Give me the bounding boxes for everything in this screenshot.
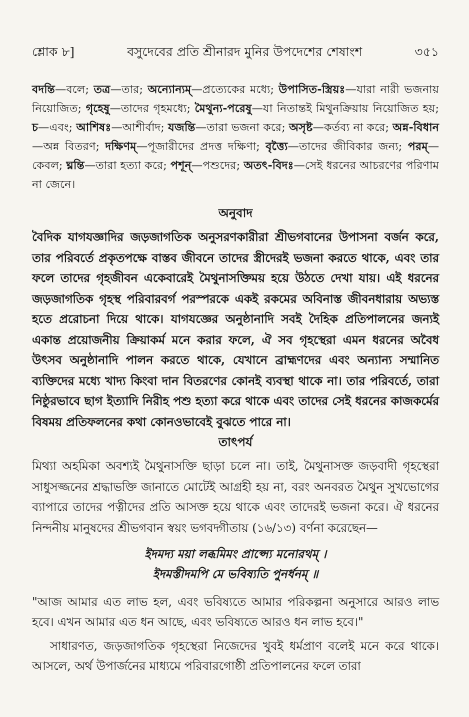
gita-verse xyxy=(32,544,439,584)
verse-line-2: ইদমস্তীদমপি মে ভবিষ্যতি পুনর্ধনম্ ॥ xyxy=(152,567,319,582)
page-number: ৩৫১ xyxy=(414,44,439,59)
verse-reference: শ্লোক ৮] xyxy=(32,44,75,59)
glossary-term: যজন্তি xyxy=(168,120,196,134)
glossary-term: অসৃষ্ট xyxy=(288,120,313,134)
glossary-meaning: —যারা নারী ভজনায় নিয়োজিত; xyxy=(32,83,439,115)
glossary-meaning: —বলে; xyxy=(55,83,94,96)
glossary-term: বদন্তি xyxy=(32,82,56,96)
glossary-term: অন্যোন্যম্ xyxy=(147,82,192,96)
glossary-meaning: —তাদের জীবিকার জন্য; xyxy=(287,140,408,153)
glossary-term: আশিষঃ xyxy=(76,120,112,134)
glossary-meaning: —এবং; xyxy=(38,121,77,134)
glossary-term: গৃহেষু xyxy=(85,101,110,115)
glossary-meaning: —যা নিতান্তই মিথুনক্রিয়ায় নিয়োজিত হয়; xyxy=(251,102,439,115)
glossary-term: উপাসিত-স্ত্রিয়ঃ xyxy=(278,82,346,96)
verse-line-1: ইদমদ্য ময়া লব্ধমিমং প্রাপ্স্যে মনোরথম্ । xyxy=(144,547,327,562)
glossary-term: অতৎ-বিদঃ xyxy=(243,158,294,172)
glossary-term: বৃত্ত্যৈ xyxy=(265,139,288,153)
translation-text: বৈদিক যাগযজ্ঞাদির জড়জাগতিক অনুসরণকারীরা শ্রীভগবানের উপাসনা বর্জন করে, তার পরিবর্তে প্রকৃতপক্ষে বাস্তব জীবনে তাদের স্ত্রীদেরই ভজনা করতে থাকে, এবং তার ফলে তাদের গৃহজীবন একেবারেই মৈথুনাসক্তিময় হয়ে উঠতে দেখা যায়। এই ধরনের জড়জাগতিক গৃহস্থ পরিবারবর্গ পরস্পরকে একই রকমের অবিনাস্ত জীবনধারায় অভ্যস্ত হতে প্ররোচনা দিয়ে থাকে। যাগযজ্ঞের অনুষ্ঠানাদি সবই দৈহিক প্রতিপালনের জন্যই একান্ত প্রয়োজনীয় ক্রিয়াকর্ম মনে করার ফলে, ঐ সব গৃহস্থেরা এমন ধরনের অবৈধ উৎসব অনুষ্ঠানাদি পালন করতে থাকে, যেখানে ব্রাহ্মণদের এবং অন্যান্য সম্মানিত ব্যক্তিদের মধ্যে খাদ্য কিংবা দান বিতরণের কোনই ব্যবস্থা থাকে না। তার পরিবর্তে, তারা নিষ্ঠুরভাবে ছাগ ইত্যাদি নিরীহ পশু হত্যা করে থাকে এবং তাদের সেই ধরনের কাজকর্মের বিষময় প্রতিফলনের কথা কোনওভাবেই বুঝতে পারে না। xyxy=(32,230,439,429)
glossary-meaning: —তারা হত্যা করে; xyxy=(84,159,171,172)
glossary-meaning: —তাদের গৃহমধ্যে; xyxy=(109,102,195,115)
glossary-term: ঘ্নন্তি xyxy=(66,158,85,172)
chapter-title: বসুদেবের প্রতি শ্রীনারদ মুনির উপদেশের শেষাংশ xyxy=(127,44,363,59)
verse-translation-quote: "আজ আমার এত লাভ হল, এবং ভবিষ্যতে আমার পরিকল্পনা অনুসারে আরও লাভ হবে। এখন আমার এত ধন আছে, এবং ভবিষ্যতে আরও ধন লাভ হবে।" xyxy=(32,595,439,630)
glossary-term: মৈথুন্য-পরেষু xyxy=(194,101,252,115)
glossary-term: চ xyxy=(32,120,39,134)
glossary-meaning: —কর্তব্য না করে; xyxy=(312,121,393,134)
word-meanings xyxy=(32,80,439,194)
glossary-meaning: —তার; xyxy=(110,83,148,96)
page-header xyxy=(32,0,439,64)
purport-text: মিথ্যা অহমিকা অবশ্যই মৈথুনাসক্তি ছাড়া চলে না। তাই, মৈথুনাসক্ত জড়বাদী গৃহস্থেরা সাধুসজ্জনের শ্রদ্ধাভক্তি জানাতে মোটেই আগ্রহী হয় না, বরং অনবরত মৈথুন সুখভোগের ব্যাপারে তাদের পত্নীদের প্রতি আসক্ত হয়ে থাকে এবং তাদেরই ভজনা করে। ঐ ধরনের নিন্দনীয় মানুষদের শ্রীভগবান স্বয়ং ভগবদ্গীতায় (১৬/১৩) বর্ণনা করেছেন— xyxy=(32,459,439,535)
translation-title: অনুবাদ xyxy=(218,206,253,221)
purport-paragraph-2: সাধারণত, জড়জাগতিক গৃহস্থেরা নিজেদের খুবই ধর্মপ্রাণ বলেই মনে করে থাকে। আসলে, অর্থ উপার্জনের মাধ্যমে পরিবারগোষ্ঠী প্রতিপালনের ফলে তারা xyxy=(32,639,439,674)
glossary-term: পরম্ xyxy=(407,139,428,153)
glossary-meaning: —অন্ন বিতরণ; xyxy=(32,140,106,153)
glossary-meaning: —পশুদের; xyxy=(191,159,244,172)
glossary-term: তত্র xyxy=(93,82,111,96)
glossary-term: দক্ষিণম্ xyxy=(105,139,137,153)
glossary-meaning: —প্রত্যেকের মধ্যে; xyxy=(191,83,279,96)
glossary-meaning: —সেই ধরনের আচরণের পরিণাম না জেনে। xyxy=(32,159,439,191)
glossary-meaning: —পূজারীদের প্রদত্ত দক্ষিণা; xyxy=(136,140,266,153)
purport-title: তাৎপর্য xyxy=(218,435,253,450)
glossary-meaning: —তারা ভজনা করে; xyxy=(195,121,289,134)
glossary-term: পশূন্ xyxy=(170,158,192,172)
glossary-term: অন্ন-বিধান xyxy=(392,120,440,134)
glossary-meaning: —আশীর্বাদ; xyxy=(111,121,168,134)
glossary-meaning: —কেবল; xyxy=(32,140,439,172)
